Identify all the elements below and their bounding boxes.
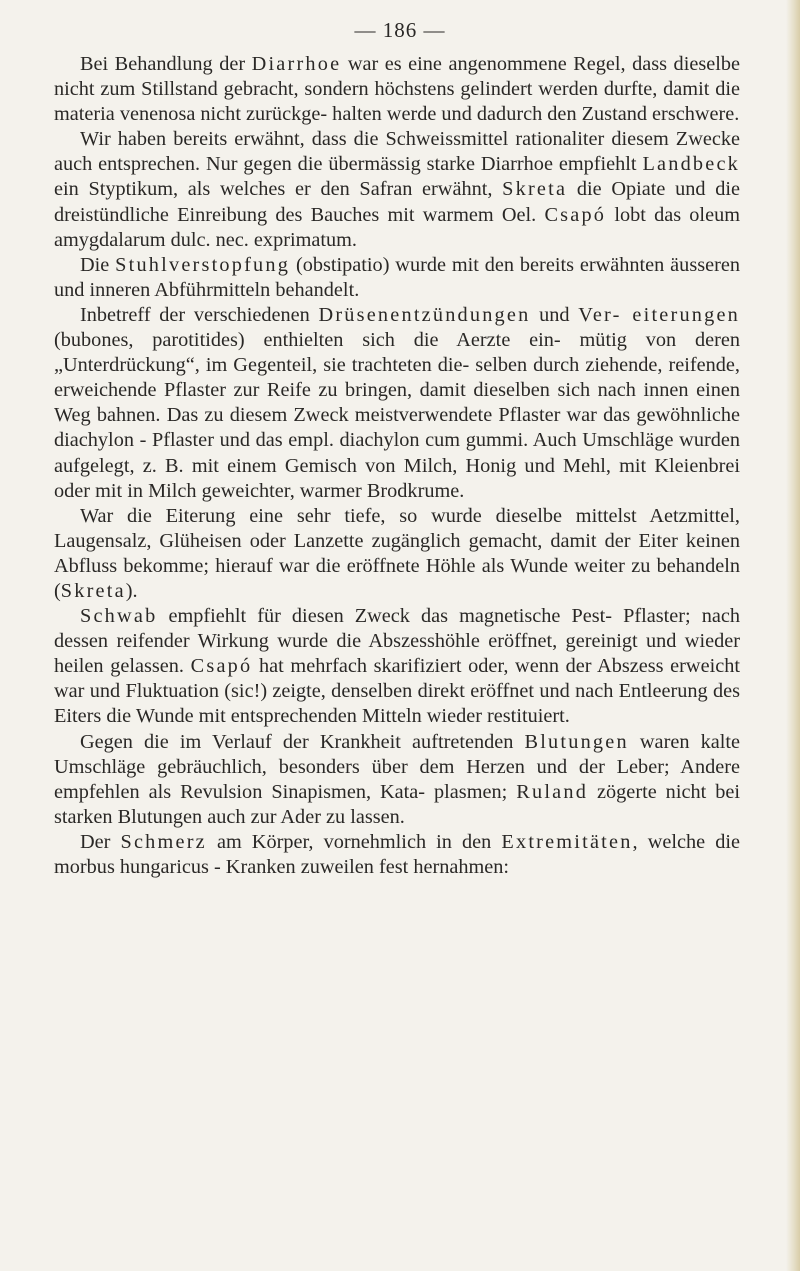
emphasized-term: Ruland [516,780,589,803]
emphasized-term: Csapó [544,203,607,226]
text-run: hat mehrfach skarifiziert oder, wenn der Abszess erweicht war und Fluktuation (sic!) zeigte, denselben direkt eröffnet und nach Entleerung des Eiters die Wunde mit entsprechenden Mitteln wieder restituiert. [54,655,740,728]
emphasized-term: Schwab [80,605,158,628]
text-run: und [530,303,579,326]
text-run: die Opiate und die dreistündliche Einreibung des Bauches mit warmem Oel. [54,178,740,226]
text-run: (obstipatio) wurde mit den bereits erwähnten äusseren und inneren Abführmitteln behandelt. [54,253,740,301]
paragraph [54,303,740,504]
text-run: War die Eiterung eine sehr tiefe, so wurde dieselbe mittelst Aetzmittel, Laugensalz, Glüheisen oder Lanzette zugänglich gemacht, damit der Eiter keinen Abfluss bekomme; hierauf war die eröffnete Höhle als Wunde weiter zu behandeln ( [54,504,740,602]
text-run: am Körper, vornehmlich in den [206,830,502,853]
paragraph [54,253,740,303]
text-run: Die [80,253,116,276]
paragraph [54,504,740,604]
page-edge-shadow [786,0,800,1271]
emphasized-term: Skreta [502,178,568,201]
text-run: ein Styptikum, als welches er den Safran erwähnt, [54,178,503,201]
paragraph [54,127,740,252]
text-run: Gegen die im Verlauf der Krankheit auftretenden [80,730,525,753]
text-run: , welche die morbus hungaricus - Kranken zuweilen fest hernahmen: [54,830,740,878]
emphasized-term: Extremitäten [501,830,633,853]
text-run: lobt das oleum amygdalarum dulc. nec. exprimatum. [54,203,740,251]
emphasized-term: Drüsenentzündungen [318,303,531,326]
text-run: ). [125,579,138,602]
text-run: empfiehlt für diesen Zweck das magnetische Pest- Pflaster; nach dessen reifender Wirkung wurde die Abszesshöhle eröffnet, gereinigt und wieder heilen gelassen. [54,605,740,678]
text-run: (bubones, parotitides) enthielten sich die Aerzte ein- mütig von deren „Unterdrückung“, im Gegenteil, sie trachteten die- selben durch ziehende, reifende, erweichende Pflaster zur Reife zu bringen, damit dieselben sich nach innen einen Weg bahnen. Das zu diesem Zweck meistverwendete Pflaster war das gewöhnliche diachylon - Pflaster und das empl. diachylon cum gummi. Auch Umschläge wurden aufgelegt, z. B. mit einem Gemisch von Milch, Honig und Mehl, mit Kleienbrei oder mit in Milch geweichter, warmer Brodkrume. [54,329,740,502]
emphasized-term: Ver- eiterungen [578,303,741,326]
emphasized-term: Stuhlverstopfung [115,253,291,276]
text-run: Bei Behandlung der [80,53,252,75]
text-run: Der [80,830,121,853]
emphasized-term: Csapó [190,655,253,678]
emphasized-term: Landbeck [642,153,740,176]
text-run: zögerte nicht bei starken Blutungen auch zur Ader zu lassen. [54,780,740,828]
text-run: Wir haben bereits erwähnt, dass die Schweissmittel rationaliter diesem Zwecke auch entsprechen. Nur gegen die übermässig starke Diarrhoe empfiehlt [54,128,740,176]
emphasized-term: Diarrhoe [251,53,342,75]
paragraph [54,730,740,830]
body-text [54,52,740,880]
emphasized-term: Blutungen [524,730,629,753]
page-number: — 186 — [354,18,446,42]
text-run: war es eine angenommene Regel, dass dieselbe nicht zum Stillstand gebracht, sondern höchstens gelindert werden durfte, damit die materia venenosa nicht zurückge- halten werde und dadurch den Zustand erschwere. [54,53,741,126]
emphasized-term: Skreta [60,579,126,602]
paragraph [54,830,740,880]
text-run: waren kalte Umschläge gebräuchlich, besonders über dem Herzen und der Leber; Andere empfehlen als Revulsion Sinapismen, Kata- plasmen; [54,730,740,803]
emphasized-term: Schmerz [120,830,207,853]
paragraph [54,52,740,127]
text-run: Inbetreff der verschiedenen [80,303,319,326]
paragraph [54,604,740,729]
